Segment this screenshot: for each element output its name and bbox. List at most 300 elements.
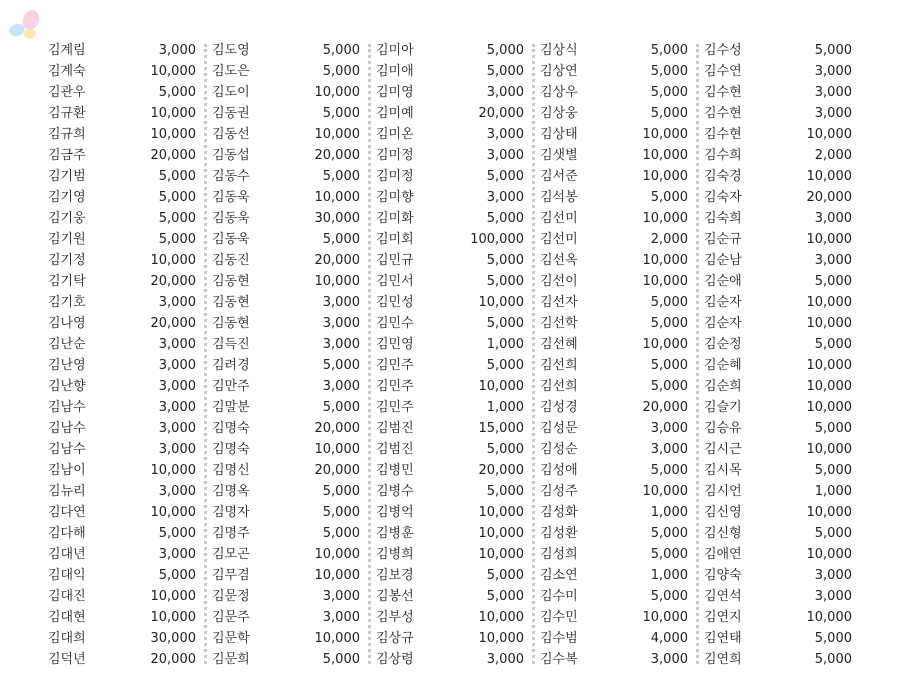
donation-amount: 3,000: [158, 358, 196, 373]
donor-row: [696, 376, 860, 397]
donor-row: [368, 502, 532, 523]
donor-name: 김미회: [376, 232, 414, 247]
donor-name: 김봉선: [376, 589, 414, 604]
donor-row: [40, 397, 204, 418]
donor-row: [204, 502, 368, 523]
donation-amount: 10,000: [642, 169, 688, 184]
donor-name: 김기탁: [48, 274, 86, 289]
donation-amount: 5,000: [486, 484, 524, 499]
donor-name: 김순애: [704, 274, 742, 289]
donor-name: 김기호: [48, 295, 86, 310]
donation-amount: 5,000: [486, 358, 524, 373]
donor-name: 김문정: [212, 589, 250, 604]
donor-name: 김성주: [540, 484, 578, 499]
donor-row: [696, 481, 860, 502]
donor-name: 김연희: [704, 652, 742, 667]
donor-name: 김상연: [540, 64, 578, 79]
donor-row: [40, 82, 204, 103]
donor-row: [204, 250, 368, 271]
donor-name: 김무겸: [212, 568, 250, 583]
donor-row: [40, 208, 204, 229]
donation-amount: 3,000: [322, 379, 360, 394]
donor-row: [532, 82, 696, 103]
donation-amount: 10,000: [150, 106, 196, 121]
donor-row: [368, 565, 532, 586]
donation-amount: 3,000: [486, 127, 524, 142]
donor-name: 김미애: [376, 64, 414, 79]
donor-row: [696, 61, 860, 82]
donor-name: 김수현: [704, 106, 742, 121]
donation-amount: 10,000: [150, 505, 196, 520]
donation-amount: 1,000: [814, 484, 852, 499]
donor-name: 김동권: [212, 106, 250, 121]
donation-amount: 20,000: [478, 463, 524, 478]
donation-amount: 3,000: [814, 589, 852, 604]
donor-name: 김미온: [376, 127, 414, 142]
donor-row: [532, 355, 696, 376]
donation-amount: 10,000: [314, 127, 360, 142]
donor-row: [532, 418, 696, 439]
donor-name: 김동선: [212, 127, 250, 142]
donor-name: 김숙경: [704, 169, 742, 184]
donor-name: 김규희: [48, 127, 86, 142]
donation-amount: 20,000: [314, 253, 360, 268]
donor-row: [204, 145, 368, 166]
donation-amount: 5,000: [650, 106, 688, 121]
donor-row: [204, 376, 368, 397]
donation-amount: 15,000: [478, 421, 524, 436]
donor-row: [696, 397, 860, 418]
donor-name: 김양숙: [704, 568, 742, 583]
donor-row: [696, 649, 860, 670]
donor-name: 김명숙: [212, 421, 250, 436]
donation-amount: 3,000: [158, 547, 196, 562]
donation-amount: 20,000: [806, 190, 852, 205]
donor-name: 김미정: [376, 148, 414, 163]
donor-name: 김계숙: [48, 64, 86, 79]
donor-row: [696, 523, 860, 544]
donor-name: 김성문: [540, 421, 578, 436]
donation-amount: 5,000: [158, 568, 196, 583]
donor-name: 김성순: [540, 442, 578, 457]
donor-row: [204, 586, 368, 607]
donation-amount: 5,000: [158, 190, 196, 205]
donor-name: 김성화: [540, 505, 578, 520]
donor-row: [204, 565, 368, 586]
donation-amount: 10,000: [478, 547, 524, 562]
donation-amount: 3,000: [322, 316, 360, 331]
donor-name: 김동수: [212, 169, 250, 184]
donor-row: [40, 418, 204, 439]
donation-amount: 10,000: [806, 169, 852, 184]
donor-name: 김남수: [48, 421, 86, 436]
donor-row: [40, 145, 204, 166]
donor-row: [532, 439, 696, 460]
donation-amount: 10,000: [806, 358, 852, 373]
donation-amount: 10,000: [150, 127, 196, 142]
donor-row: [532, 166, 696, 187]
donor-name: 김동욱: [212, 190, 250, 205]
donor-name: 김나영: [48, 316, 86, 331]
donor-row: [40, 502, 204, 523]
donor-row: [40, 523, 204, 544]
donor-name: 김명신: [212, 463, 250, 478]
donation-amount: 3,000: [158, 295, 196, 310]
donor-name: 김상태: [540, 127, 578, 142]
donor-name: 김동진: [212, 253, 250, 268]
donor-row: [696, 334, 860, 355]
donation-amount: 3,000: [814, 211, 852, 226]
donor-row: [40, 649, 204, 670]
donation-amount: 5,000: [322, 526, 360, 541]
donation-amount: 10,000: [478, 631, 524, 646]
donor-row: [696, 40, 860, 61]
donation-amount: 5,000: [486, 64, 524, 79]
donor-name: 김도이: [212, 85, 250, 100]
donor-name: 김민규: [376, 253, 414, 268]
donor-column: [532, 40, 696, 670]
donation-amount: 5,000: [158, 211, 196, 226]
donor-list: [40, 40, 860, 670]
donation-amount: 5,000: [650, 316, 688, 331]
donor-row: [204, 187, 368, 208]
donor-name: 김남수: [48, 442, 86, 457]
donor-row: [368, 208, 532, 229]
donation-amount: 3,000: [814, 85, 852, 100]
donor-name: 김기범: [48, 169, 86, 184]
donor-row: [532, 607, 696, 628]
donor-row: [532, 40, 696, 61]
donor-name: 김순규: [704, 232, 742, 247]
donor-row: [40, 565, 204, 586]
donor-name: 김병민: [376, 463, 414, 478]
donor-name: 김선미: [540, 211, 578, 226]
donor-name: 김기원: [48, 232, 86, 247]
donor-row: [532, 187, 696, 208]
donation-amount: 5,000: [650, 358, 688, 373]
donor-name: 김모곤: [212, 547, 250, 562]
donor-row: [696, 250, 860, 271]
donor-row: [532, 292, 696, 313]
donor-name: 김남이: [48, 463, 86, 478]
donor-row: [696, 502, 860, 523]
donor-column: [40, 40, 204, 670]
donor-name: 김대현: [48, 610, 86, 625]
donor-row: [204, 124, 368, 145]
donor-row: [40, 607, 204, 628]
donor-row: [696, 292, 860, 313]
donation-amount: 10,000: [314, 190, 360, 205]
donor-row: [368, 145, 532, 166]
donation-amount: 30,000: [314, 211, 360, 226]
donation-amount: 5,000: [158, 232, 196, 247]
donor-column: [696, 40, 860, 670]
donation-amount: 3,000: [486, 652, 524, 667]
donation-amount: 10,000: [642, 337, 688, 352]
donor-row: [204, 61, 368, 82]
donor-row: [532, 313, 696, 334]
donor-name: 김승유: [704, 421, 742, 436]
donor-name: 김보경: [376, 568, 414, 583]
donor-row: [532, 271, 696, 292]
donor-name: 김연태: [704, 631, 742, 646]
donation-amount: 5,000: [650, 526, 688, 541]
donation-amount: 5,000: [322, 652, 360, 667]
donor-name: 김순정: [704, 337, 742, 352]
donor-name: 김난순: [48, 337, 86, 352]
donation-amount: 10,000: [314, 631, 360, 646]
donor-name: 김동섭: [212, 148, 250, 163]
donor-row: [368, 523, 532, 544]
donor-row: [696, 628, 860, 649]
donor-name: 김대진: [48, 589, 86, 604]
donor-name: 김기영: [48, 190, 86, 205]
donation-amount: 5,000: [486, 316, 524, 331]
donor-name: 김대익: [48, 568, 86, 583]
donation-amount: 3,000: [158, 43, 196, 58]
donor-row: [204, 439, 368, 460]
donation-amount: 5,000: [486, 568, 524, 583]
donor-name: 김연석: [704, 589, 742, 604]
donor-row: [40, 61, 204, 82]
donation-amount: 20,000: [314, 463, 360, 478]
donor-row: [532, 544, 696, 565]
donor-name: 김숙희: [704, 211, 742, 226]
donation-amount: 3,000: [650, 652, 688, 667]
donation-amount: 3,000: [650, 421, 688, 436]
donation-amount: 10,000: [478, 610, 524, 625]
donation-amount: 10,000: [642, 610, 688, 625]
donor-row: [40, 544, 204, 565]
donation-amount: 5,000: [814, 337, 852, 352]
donor-name: 김애연: [704, 547, 742, 562]
donor-name: 김병수: [376, 484, 414, 499]
donor-name: 김수민: [540, 610, 578, 625]
donor-name: 김상우: [540, 85, 578, 100]
donor-name: 김시목: [704, 463, 742, 478]
donation-amount: 10,000: [806, 316, 852, 331]
donor-name: 김소연: [540, 568, 578, 583]
donation-amount: 5,000: [322, 400, 360, 415]
donor-row: [696, 229, 860, 250]
donor-row: [368, 460, 532, 481]
donor-name: 김시근: [704, 442, 742, 457]
donor-name: 김수복: [540, 652, 578, 667]
donor-row: [532, 397, 696, 418]
donation-amount: 1,000: [486, 400, 524, 415]
donor-name: 김수현: [704, 85, 742, 100]
donor-row: [368, 586, 532, 607]
donation-amount: 20,000: [314, 421, 360, 436]
donor-row: [204, 355, 368, 376]
donation-amount: 3,000: [158, 442, 196, 457]
donation-amount: 5,000: [650, 463, 688, 478]
donation-amount: 10,000: [642, 253, 688, 268]
donor-row: [368, 334, 532, 355]
donation-amount: 5,000: [814, 652, 852, 667]
donation-amount: 10,000: [478, 526, 524, 541]
donor-row: [40, 250, 204, 271]
donor-name: 김신영: [704, 505, 742, 520]
donor-row: [696, 103, 860, 124]
donor-row: [368, 82, 532, 103]
donation-amount: 10,000: [314, 568, 360, 583]
donor-row: [696, 166, 860, 187]
donor-name: 김선자: [540, 295, 578, 310]
donor-name: 김명옥: [212, 484, 250, 499]
donor-name: 김문주: [212, 610, 250, 625]
donor-row: [40, 166, 204, 187]
donation-amount: 20,000: [314, 148, 360, 163]
donation-amount: 3,000: [486, 85, 524, 100]
donation-amount: 10,000: [806, 127, 852, 142]
donor-row: [204, 40, 368, 61]
donor-name: 김선미: [540, 232, 578, 247]
donor-name: 김동현: [212, 316, 250, 331]
donor-name: 김동욱: [212, 232, 250, 247]
donation-amount: 3,000: [158, 379, 196, 394]
donor-row: [40, 187, 204, 208]
donor-name: 김순혜: [704, 358, 742, 373]
donor-row: [40, 460, 204, 481]
donor-name: 김대년: [48, 547, 86, 562]
donation-amount: 5,000: [814, 526, 852, 541]
donor-name: 김려경: [212, 358, 250, 373]
donor-name: 김대희: [48, 631, 86, 646]
donor-row: [204, 229, 368, 250]
donor-row: [532, 502, 696, 523]
donor-row: [204, 103, 368, 124]
donation-amount: 30,000: [150, 631, 196, 646]
donation-amount: 3,000: [486, 148, 524, 163]
donor-row: [696, 271, 860, 292]
donation-amount: 10,000: [478, 379, 524, 394]
donation-amount: 10,000: [806, 232, 852, 247]
donation-amount: 5,000: [650, 589, 688, 604]
donor-name: 김명숙: [212, 442, 250, 457]
donor-row: [696, 418, 860, 439]
donor-name: 김만주: [212, 379, 250, 394]
donation-amount: 3,000: [650, 442, 688, 457]
donor-row: [696, 565, 860, 586]
donation-amount: 3,000: [322, 610, 360, 625]
donor-row: [40, 292, 204, 313]
donation-amount: 5,000: [814, 421, 852, 436]
donation-amount: 20,000: [642, 400, 688, 415]
donation-amount: 5,000: [158, 526, 196, 541]
donor-name: 김시언: [704, 484, 742, 499]
donation-amount: 10,000: [478, 505, 524, 520]
donor-name: 김기정: [48, 253, 86, 268]
donor-row: [40, 376, 204, 397]
donor-row: [532, 523, 696, 544]
donor-name: 김명자: [212, 505, 250, 520]
donation-amount: 5,000: [650, 379, 688, 394]
donor-name: 김수연: [704, 64, 742, 79]
donor-name: 김동욱: [212, 211, 250, 226]
donor-name: 김상규: [376, 631, 414, 646]
donation-amount: 5,000: [650, 43, 688, 58]
donor-name: 김선희: [540, 358, 578, 373]
donor-row: [204, 523, 368, 544]
donor-name: 김명주: [212, 526, 250, 541]
donor-row: [696, 82, 860, 103]
donation-amount: 5,000: [322, 358, 360, 373]
donor-row: [204, 313, 368, 334]
donation-amount: 20,000: [150, 652, 196, 667]
donation-amount: 1,000: [650, 568, 688, 583]
donation-amount: 10,000: [314, 442, 360, 457]
donation-amount: 20,000: [478, 106, 524, 121]
donor-name: 김병희: [376, 547, 414, 562]
donor-row: [40, 40, 204, 61]
donor-name: 김난영: [48, 358, 86, 373]
donor-row: [532, 145, 696, 166]
donor-row: [40, 334, 204, 355]
donation-amount: 10,000: [806, 610, 852, 625]
donor-name: 김성환: [540, 526, 578, 541]
donor-name: 김범진: [376, 442, 414, 457]
donor-name: 김석봉: [540, 190, 578, 205]
donation-amount: 20,000: [150, 148, 196, 163]
donor-row: [368, 61, 532, 82]
donor-name: 김민서: [376, 274, 414, 289]
donor-name: 김순자: [704, 316, 742, 331]
donor-name: 김민수: [376, 316, 414, 331]
donor-row: [368, 397, 532, 418]
donation-amount: 10,000: [806, 547, 852, 562]
donor-row: [532, 103, 696, 124]
donor-name: 김선혜: [540, 337, 578, 352]
donation-amount: 10,000: [806, 379, 852, 394]
donor-row: [532, 481, 696, 502]
donation-amount: 5,000: [650, 547, 688, 562]
donation-amount: 5,000: [486, 589, 524, 604]
donor-row: [368, 187, 532, 208]
donation-amount: 5,000: [814, 43, 852, 58]
donation-amount: 10,000: [150, 610, 196, 625]
donor-row: [368, 292, 532, 313]
donor-name: 김규환: [48, 106, 86, 121]
donor-row: [532, 628, 696, 649]
donor-row: [696, 355, 860, 376]
donor-name: 김뉴리: [48, 484, 86, 499]
donation-amount: 10,000: [150, 64, 196, 79]
donor-name: 김병훈: [376, 526, 414, 541]
donation-amount: 1,000: [650, 505, 688, 520]
donation-amount: 3,000: [322, 589, 360, 604]
donation-amount: 5,000: [486, 442, 524, 457]
donor-row: [532, 649, 696, 670]
donation-amount: 5,000: [650, 190, 688, 205]
donor-name: 김수현: [704, 127, 742, 142]
donor-name: 김미영: [376, 85, 414, 100]
donor-name: 김순자: [704, 295, 742, 310]
donor-name: 김민영: [376, 337, 414, 352]
donor-row: [40, 313, 204, 334]
donor-row: [204, 397, 368, 418]
donor-row: [204, 544, 368, 565]
donor-row: [40, 124, 204, 145]
donor-row: [204, 418, 368, 439]
donation-amount: 5,000: [158, 169, 196, 184]
donor-row: [204, 607, 368, 628]
donor-name: 김다해: [48, 526, 86, 541]
donor-row: [532, 565, 696, 586]
donor-row: [368, 40, 532, 61]
donor-row: [368, 418, 532, 439]
donation-amount: 10,000: [478, 295, 524, 310]
